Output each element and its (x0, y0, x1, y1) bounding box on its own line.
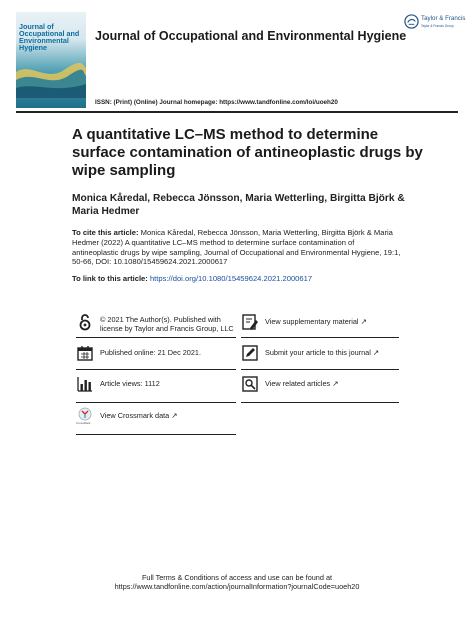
divider (241, 402, 399, 403)
cover-title-line: Journal of (19, 22, 54, 31)
cover-title-line: Occupational and (19, 29, 80, 38)
calendar-icon (76, 344, 94, 362)
published-online (76, 344, 236, 364)
submit-label (265, 348, 379, 357)
related-text: View related articles (265, 379, 331, 388)
divider (76, 402, 236, 403)
divider (241, 369, 399, 370)
crossmark-text: View Crossmark data (100, 411, 170, 420)
views-count: Article views: 1112 (100, 379, 160, 388)
crossmark-label (100, 411, 177, 420)
publisher-logo[interactable] (404, 13, 466, 33)
pencil-icon (241, 344, 259, 362)
external-link-icon: ↗︎ (171, 411, 178, 420)
divider (76, 337, 236, 338)
crossmark-badge-text: CrossMark (76, 421, 91, 425)
license-text: © 2021 The Author(s). Published with license by Taylor and Francis Group, LLC (100, 315, 234, 334)
submit-article-link[interactable] (241, 344, 399, 364)
header-divider (16, 111, 458, 113)
journal-title[interactable]: Journal of Occupational and Environmental Hygiene (95, 29, 407, 43)
divider (241, 337, 399, 338)
related-label (265, 379, 338, 388)
published-date: Published online: 21 Dec 2021. (100, 348, 202, 357)
article-views (76, 375, 236, 395)
article-title: A quantitative LC–MS method to determine surface contamination of antineoplastic drugs by wipe sampling (72, 126, 423, 179)
article-authors: Monica Kåredal, Rebecca Jönsson, Maria Wetterling, Birgitta Björk & Maria Hedmer (72, 193, 405, 217)
citation-block (72, 228, 402, 267)
supplementary-label (265, 317, 367, 326)
article-link-line (72, 274, 312, 283)
document-edit-icon (241, 313, 259, 331)
cover-title-line: Environmental (19, 36, 69, 45)
divider (76, 369, 236, 370)
article-doi-link[interactable]: https://doi.org/10.1080/15459624.2021.2000617 (149, 274, 313, 283)
bar-chart-icon (76, 375, 94, 393)
footer-line: Full Terms & Conditions of access and use can be found at (141, 573, 333, 582)
journal-cover-image (16, 12, 86, 108)
submit-text: Submit your article to this journal (265, 348, 371, 357)
footer-url[interactable]: https://www.tandfonline.com/action/journalInformation?journalCode=uoeh20 (114, 582, 360, 592)
terms-footer (0, 573, 474, 592)
publisher-logo-name: Taylor & Francis (421, 15, 466, 22)
issn-homepage-line[interactable]: ISSN: (Print) (Online) Journal homepage: https://www.tandfonline.com/loi/uoeh20 (95, 99, 338, 106)
open-access-icon (76, 313, 94, 331)
divider (76, 434, 236, 435)
crossmark-link[interactable] (76, 407, 236, 429)
external-link-icon: ↗︎ (372, 348, 380, 357)
related-articles-link[interactable] (241, 375, 399, 395)
open-access-license (76, 313, 236, 343)
cover-wave-graphic (16, 58, 86, 98)
publisher-logo-icon (404, 14, 419, 29)
cover-title (19, 23, 85, 51)
external-link-icon: ↗︎ (360, 317, 367, 326)
publisher-logo-subtitle: Taylor & Francis Group (421, 24, 454, 28)
cover-title-line: Hygiene (19, 43, 47, 52)
link-label: To link to this article: (72, 274, 148, 283)
external-link-icon: ↗︎ (332, 379, 339, 388)
cite-label: To cite this article: (72, 228, 139, 237)
cite-text: Monica Kåredal, Rebecca Jönsson, Maria Wetterling, Birgitta Björk & Maria Hedmer (2022) A quantitative LC–MS method to determine surface contamination of antineoplastic drugs by wipe sampling, Journal of Occupational and Environmental Hygiene, 19:1, 50-66, DOI: 10.1080/15459624.2021.2000617 (72, 228, 401, 267)
supplementary-material-link[interactable] (241, 313, 399, 333)
supplementary-text: View supplementary material (265, 317, 359, 326)
related-search-icon (241, 375, 259, 393)
